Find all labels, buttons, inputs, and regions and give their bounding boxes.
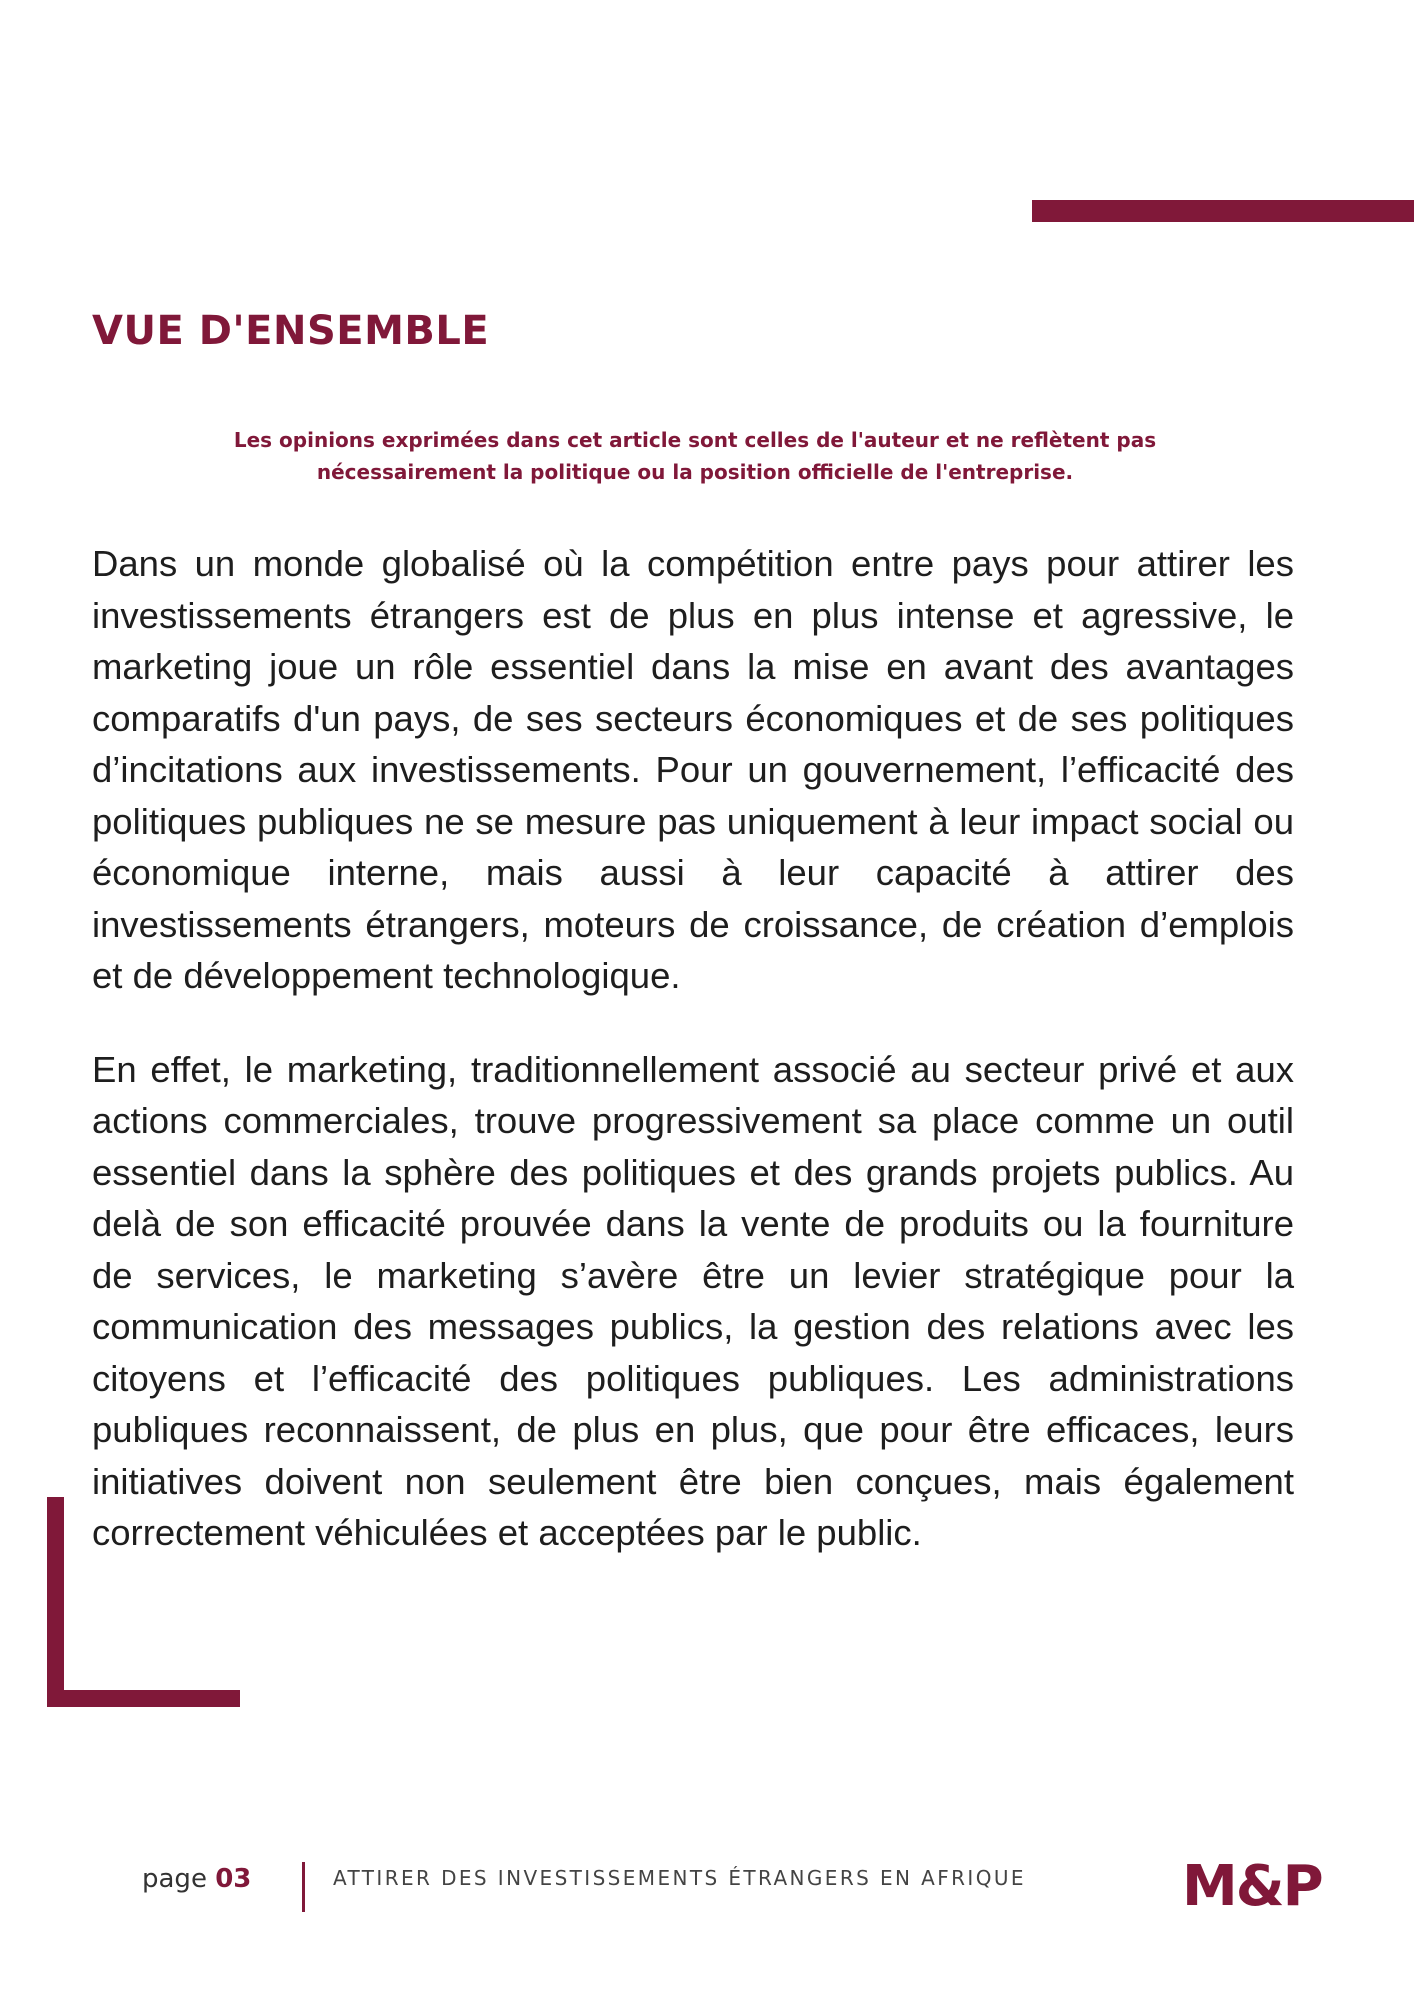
disclaimer-note: [150, 424, 1240, 488]
corner-bracket-vertical: [47, 1497, 64, 1707]
page-label: page: [142, 1864, 207, 1894]
document-title: ATTIRER DES INVESTISSEMENTS ÉTRANGERS EN AFRIQUE: [333, 1866, 1026, 1890]
article-body: [92, 538, 1294, 1601]
body-paragraph-1: Dans un monde globalisé où la compétition entre pays pour attirer les investissements étrangers est de plus en plus intense et agressive, le marketing joue un rôle essentiel dans la mise en avant des avantages comparatifs d'un pays, de ses secteurs économiques et de ses politiques d’incitations aux investissements. Pour un gouvernement, l’efficacité des politiques publiques ne se mesure pas uniquement à leur impact social ou économique interne, mais aussi à leur capacité à attirer des investissements étrangers, moteurs de croissance, de création d’emplois et de développement technologique.: [92, 543, 1294, 996]
corner-bracket-horizontal: [47, 1690, 240, 1707]
body-paragraph-2: En effet, le marketing, traditionnellement associé au secteur privé et aux actions commerciales, trouve progressivement sa place comme un outil essentiel dans la sphère des politiques et des grands projets publics. Au delà de son efficacité prouvée dans la vente de produits ou la fourniture de services, le marketing s’avère être un levier stratégique pour la communication des messages publics, la gestion des relations avec les citoyens et l’efficacité des politiques publiques. Les administrations publiques reconnaissent, de plus en plus, que pour être efficaces, leurs initiatives doivent non seulement être bien conçues, mais également correctement véhiculées et acceptées par le public.: [92, 1048, 1294, 1553]
company-logo: M&P: [1182, 1854, 1322, 1919]
top-accent-bar: [1032, 200, 1414, 222]
disclaimer-line-2: nécessairement la politique ou la position officielle de l'entreprise.: [316, 460, 1074, 484]
section-heading: VUE D'ENSEMBLE: [92, 308, 490, 354]
footer-divider: [302, 1862, 305, 1912]
page-indicator: [142, 1864, 251, 1894]
page-number: 03: [215, 1864, 252, 1894]
disclaimer-line-1: Les opinions exprimées dans cet article sont celles de l'auteur et ne reflètent pas: [233, 428, 1157, 452]
